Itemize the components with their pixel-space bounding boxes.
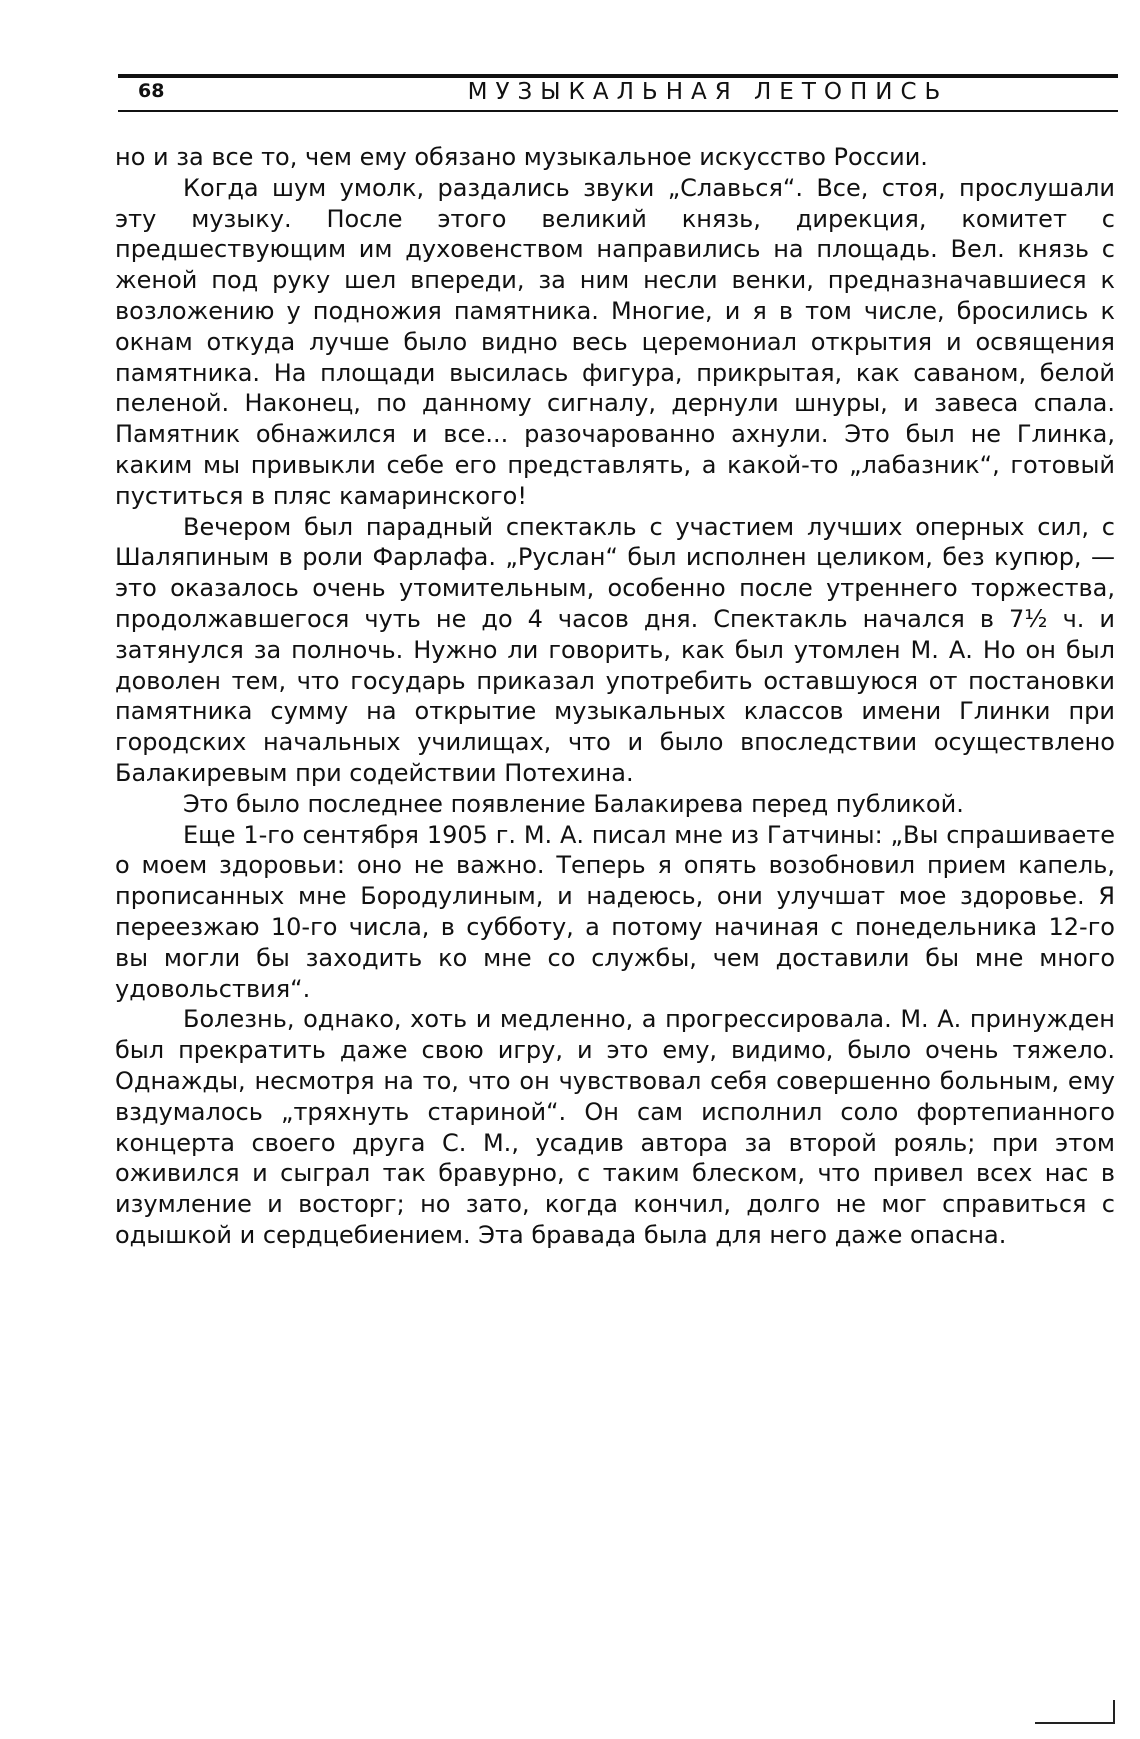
paragraph: Вечером был парадный спектакль с участием лучших оперных сил, с Шаляпиным в роли Фарлафа. „Руслан“ был исполнен целиком, без купюр, — это оказалось очень утомительным, особенно после утреннего торжества, продолжавшегося чуть не до 4 часов дня. Спектакль начался в 7½ ч. и затянулся за полночь. Нужно ли говорить, как был утомлен М. А. Но он был доволен тем, что государь приказал употребить оставшуюся от постановки памятника сумму на открытие музыкальных классов имени Глинки при городских начальных училищах, что и было впоследствии осуществлено Балакиревым при содействии Потехина. [115,512,1115,787]
running-title: МУЗЫКАЛЬНАЯ ЛЕТОПИСЬ [467,79,949,105]
page-header [118,74,1118,112]
paragraph: Болезнь, однако, хоть и медленно, а прогрессировала. М. А. принужден был прекратить даже свою игру, и это ему, видимо, было очень тяжело. Однажды, несмотря на то, что он чувствовал себя совершенно больным, ему вздумалось „тряхнуть стариной“. Он сам исполнил соло фортепианного концерта своего друга С. М., усадив автора за второй рояль; при этом оживился и сыграл так бравурно, с таким блеском, что привел всех нас в изумление и восторг; но зато, когда кончил, долго не мог справиться с одышкой и сердцебиением. Эта бравада была для него даже опасна. [115,1005,1115,1249]
page-number: 68 [138,80,165,102]
paragraph: Еще 1-го сентября 1905 г. М. А. писал мне из Гатчины: „Вы спрашиваете о моем здоровьи: оно не важно. Теперь я опять возобновил прием капель, прописанных мне Бородулиным, и надеюсь, они улучшат мое здоровье. Я переезжаю 10-го числа, в субботу, а потому начиная с понедельника 12-го вы могли бы заходить ко мне со службы, чем доставили бы мне много удовольствия“. [115,820,1115,1003]
paragraph: Когда шум умолк, раздались звуки „Славься“. Все, стоя, прослушали эту музыку. После этого великий князь, дирекция, комитет с предшествующим им духовенством направились на площадь. Вел. князь с женой под руку шел впереди, за ним несли венки, предназначавшиеся к возложению у подножия памятника. Многие, и я в том числе, бросились к окнам откуда лучше было видно весь церемониал открытия и освящения памятника. На площади высилась фигура, прикрытая, как саваном, белой пеленой. Наконец, по данному сигналу, дернули шнуры, и завеса спала. Памятник обнажился и все... разочарованно ахнули. Это был не Глинка, каким мы привыкли себе его представлять, а какой-то „лабазник“, готовый пуститься в пляс камаринского! [115,173,1115,510]
paragraph-continuation: но и за все то, чем ему обязано музыкальное искусство России. [115,143,928,171]
main-text [115,142,1115,1251]
scan-corner-mark [1035,1700,1115,1724]
paragraph: Это было последнее появление Балакирева перед публикой. [183,789,964,818]
